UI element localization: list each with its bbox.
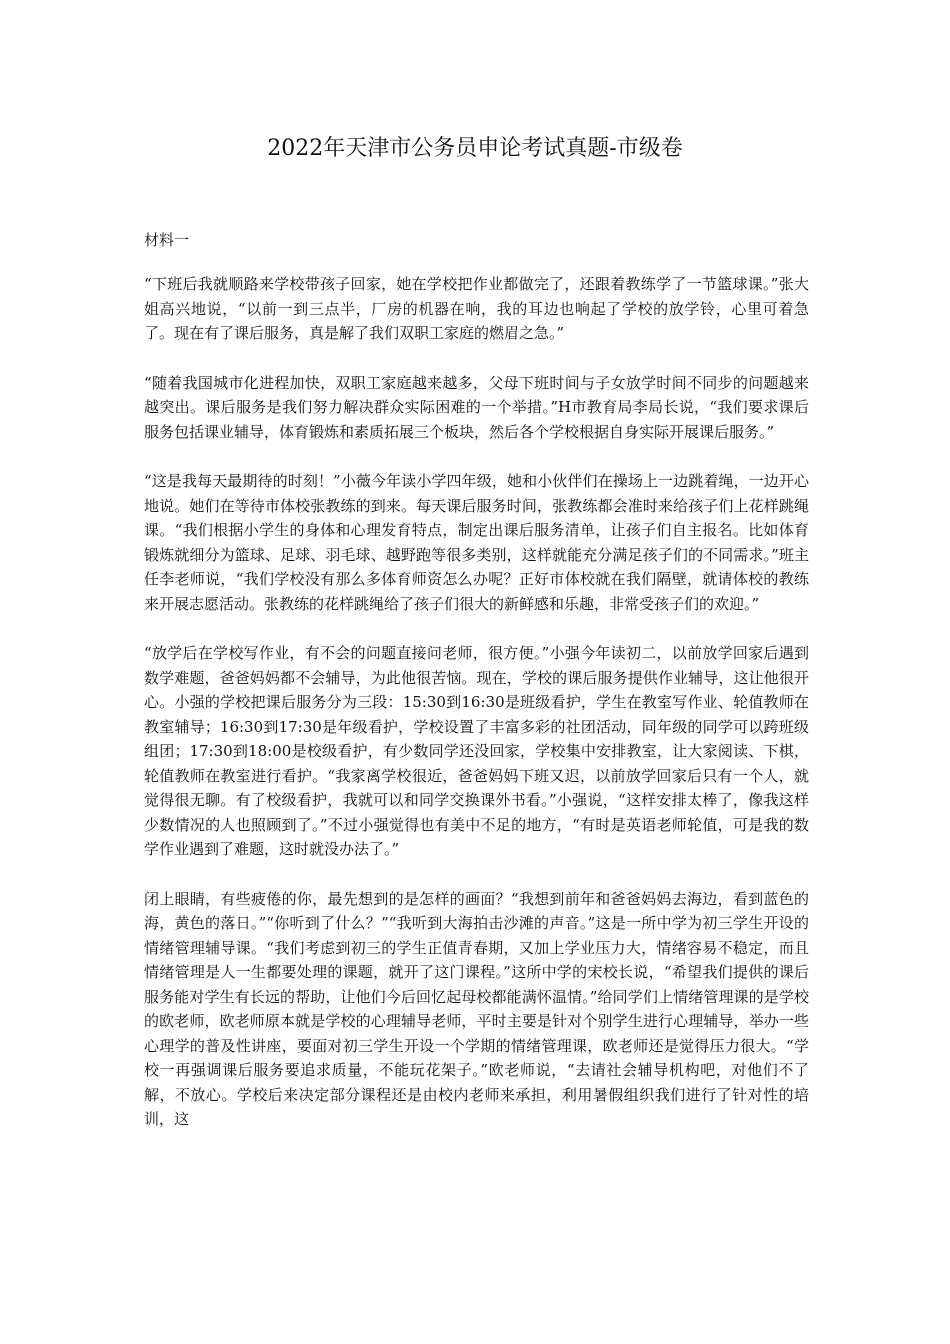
paragraph-2: “随着我国城市化进程加快，双职工家庭越来越多，父母下班时间与子女放学时间不同步的问题越来越突出。课后服务是我们努力解决群众实际困难的一个举措。”H市教育局李局长说，“我们要求课后服务包括课业辅导，体育锻炼和素质拓展三个板块，然后各个学校根据自身实际开展课后服务。”: [144, 373, 809, 441]
document-title: 2022年天津市公务员申论考试真题-市级卷: [267, 136, 683, 161]
paragraph-1: “下班后我就顺路来学校带孩子回家，她在学校把作业都做完了，还跟着教练学了一节篮球课。”张大姐高兴地说，“以前一到三点半，厂房的机器在响，我的耳边也响起了学校的放学铃，心里可着急了。现在有了课后服务，真是解了我们双职工家庭的燃眉之急。”: [144, 275, 809, 342]
document-body: [144, 228, 809, 1157]
paragraph-3: “这是我每天最期待的时刻！”小薇今年读小学四年级，她和小伙伴们在操场上一边跳着绳，一边开心地说。她们在等待市体校张教练的到来。每天课后服务时间，张教练都会准时来给孩子们上花样跳绳课。“我们根据小学生的身体和心理发育特点，制定出课后服务清单，让孩子们自主报名。比如体育锻炼就细分为篮球、足球、羽毛球、越野跑等很多类别，这样就能充分满足孩子们的不同需求。”班主任李老师说，“我们学校没有那么多体育师资怎么办呢？正好市体校就在我们隔壁，就请体校的教练来开展志愿活动。张教练的花样跳绳给了孩子们很大的新鲜感和乐趣，非常受孩子们的欢迎。”: [144, 472, 809, 613]
paragraph-5: 闭上眼睛，有些疲倦的你，最先想到的是怎样的画面？“我想到前年和爸爸妈妈去海边，看到蓝色的海，黄色的落日。”“你听到了什么？”“我听到大海拍击沙滩的声音。”这是一所中学为初三学生开设的情绪管理辅导课。“我们考虑到初三的学生正值青春期，又加上学业压力大，情绪容易不稳定，而且情绪管理是人一生都要处理的课题，就开了这门课程。”这所中学的宋校长说，“希望我们提供的课后服务能对学生有长远的帮助，让他们今后回忆起母校都能满怀温情。”给同学们上情绪管理课的是学校的欧老师，欧老师原本就是学校的心理辅导老师，平时主要是针对个别学生进行心理辅导，举办一些心理学的普及性讲座，要面对初三学生开设一个学期的情绪管理课，欧老师还是觉得压力很大。“学校一再强调课后服务要追求质量，不能玩花架子。”欧老师说，“去请社会辅导机构吧，对他们不了解，不放心。学校后来决定部分课程还是由校内老师来承担，利用暑假组织我们进行了针对性的培训，这: [144, 889, 809, 1128]
section-label: 材料一: [144, 231, 190, 249]
paragraph-4: “放学后在学校写作业，有不会的问题直接问老师，很方便。”小强今年读初二，以前放学回家后遇到数学难题，爸爸妈妈都不会辅导，为此他很苦恼。现在，学校的课后服务提供作业辅导，这让他很开心。小强的学校把课后服务分为三段：15:30到16:30是班级看护，学生在教室写作业、轮值教师在教室辅导；16:30到17:30是年级看护，学校设置了丰富多彩的社团活动，同年级的同学可以跨班级组团；17:30到18:00是校级看护，有少数同学还没回家，学校集中安排教室，让大家阅读、下棋，轮值教师在教室进行看护。“我家离学校很近，爸爸妈妈下班又迟，以前放学回家后只有一个人，就觉得很无聊。有了校级看护，我就可以和同学交换课外书看。”小强说，“这样安排太棒了，像我这样少数情况的人也照顾到了。”不过小强觉得也有美中不足的地方，“有时是英语老师轮值，可是我的数学作业遇到了难题，这时就没办法了。”: [144, 644, 809, 858]
